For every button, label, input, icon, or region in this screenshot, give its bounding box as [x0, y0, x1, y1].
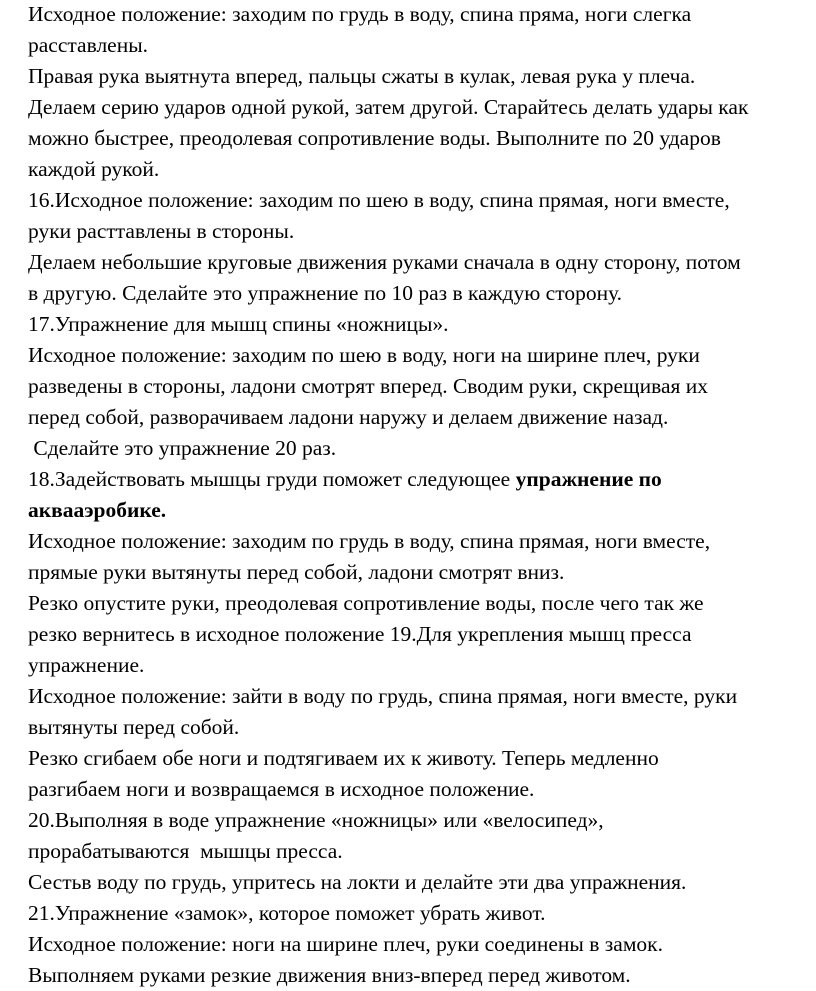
- text-line: [28, 712, 808, 743]
- line-text: перед собой, разворачиваем ладони наружу и делаем движение назад.: [28, 405, 669, 429]
- line-text: разгибаем ноги и возвращаемся в исходное положение.: [28, 777, 535, 801]
- line-text: 16.Исходное положение: заходим по шею в воду, спина прямая, ноги вместе,: [28, 188, 730, 212]
- text-line: [28, 154, 808, 185]
- line-text: Исходное положение: заходим по шею в воду, ноги на ширине плеч, руки: [28, 343, 700, 367]
- line-text: Делаем небольшие круговые движения руками сначала в одну сторону, потом: [28, 250, 741, 274]
- line-text: 17.Упражнение для мышц спины «ножницы».: [28, 312, 449, 336]
- text-line: [28, 774, 808, 805]
- document-body: [28, 0, 808, 991]
- line-text: Резко сгибаем обе ноги и подтягиваем их к животу. Теперь медленно: [28, 746, 659, 770]
- line-text: Сестьв воду по грудь, упритесь на локти и делайте эти два упражнения.: [28, 870, 687, 894]
- text-line: [28, 681, 808, 712]
- line-text: упражнение.: [28, 653, 145, 677]
- text-line: [28, 464, 808, 495]
- line-text: Резко опустите руки, преодолевая сопротивление воды, после чего так же: [28, 591, 704, 615]
- line-text: Правая рука выятнута вперед, пальцы сжаты в кулак, левая рука у плеча.: [28, 64, 696, 88]
- text-line: [28, 960, 808, 991]
- line-text: Исходное положение: заходим по грудь в воду, спина прямая, ноги вместе,: [28, 529, 711, 553]
- line-text: прямые руки вытянуты перед собой, ладони смотрят вниз.: [28, 560, 565, 584]
- line-text: Исходное положение: зайти в воду по грудь, спина прямая, ноги вместе, руки: [28, 684, 738, 708]
- line-text: каждой рукой.: [28, 157, 160, 181]
- line-text: 20.Выполняя в воде упражнение «ножницы» или «велосипед»,: [28, 808, 604, 832]
- line-text: прорабатываются мышцы пресса.: [28, 839, 343, 863]
- text-line: [28, 526, 808, 557]
- text-line: [28, 836, 808, 867]
- text-line: [28, 929, 808, 960]
- text-line: [28, 247, 808, 278]
- text-line: [28, 805, 808, 836]
- line-text: вытянуты перед собой.: [28, 715, 240, 739]
- line-text: можно быстрее, преодолевая сопротивление воды. Выполните по 20 ударов: [28, 126, 721, 150]
- text-line: [28, 402, 808, 433]
- line-text: руки расттавлены в стороны.: [28, 219, 295, 243]
- text-line: [28, 278, 808, 309]
- text-line: [28, 216, 808, 247]
- line-text: расставлены.: [28, 33, 149, 57]
- text-line: [28, 898, 808, 929]
- bold-phrase: аквааэробике.: [28, 498, 167, 522]
- line-text: резко вернитесь в исходное положение 19.Для укрепления мышц пресса: [28, 622, 692, 646]
- line-text: разведены в стороны, ладони смотрят вперед. Сводим руки, скрещивая их: [28, 374, 709, 398]
- line-text: Выполняем руками резкие движения вниз-вперед перед животом.: [28, 963, 631, 987]
- line-text: Исходное положение: заходим по грудь в воду, спина пряма, ноги слегка: [28, 2, 692, 26]
- line-text: 18.Задействовать мышцы груди поможет следующее: [28, 467, 516, 491]
- text-line: [28, 650, 808, 681]
- text-line: [28, 340, 808, 371]
- text-line: [28, 61, 808, 92]
- text-line: [28, 371, 808, 402]
- text-line: [28, 743, 808, 774]
- line-text: Сделайте это упражнение 20 раз.: [28, 436, 337, 460]
- line-text: Делаем серию ударов одной рукой, затем другой. Старайтесь делать удары как: [28, 95, 749, 119]
- text-line: [28, 123, 808, 154]
- line-text: в другую. Сделайте это упражнение по 10 раз в каждую сторону.: [28, 281, 623, 305]
- text-line: [28, 588, 808, 619]
- bold-phrase: упражнение по: [515, 467, 662, 491]
- text-line: [28, 30, 808, 61]
- text-line: [28, 495, 808, 526]
- text-line: [28, 557, 808, 588]
- text-line: [28, 185, 808, 216]
- line-text: 21.Упражнение «замок», которое поможет убрать живот.: [28, 901, 546, 925]
- text-line: [28, 92, 808, 123]
- text-line: [28, 433, 808, 464]
- text-line: [28, 309, 808, 340]
- text-line: [28, 0, 808, 30]
- text-line: [28, 619, 808, 650]
- text-line: [28, 867, 808, 898]
- line-text: Исходное положение: ноги на ширине плеч, руки соединены в замок.: [28, 932, 663, 956]
